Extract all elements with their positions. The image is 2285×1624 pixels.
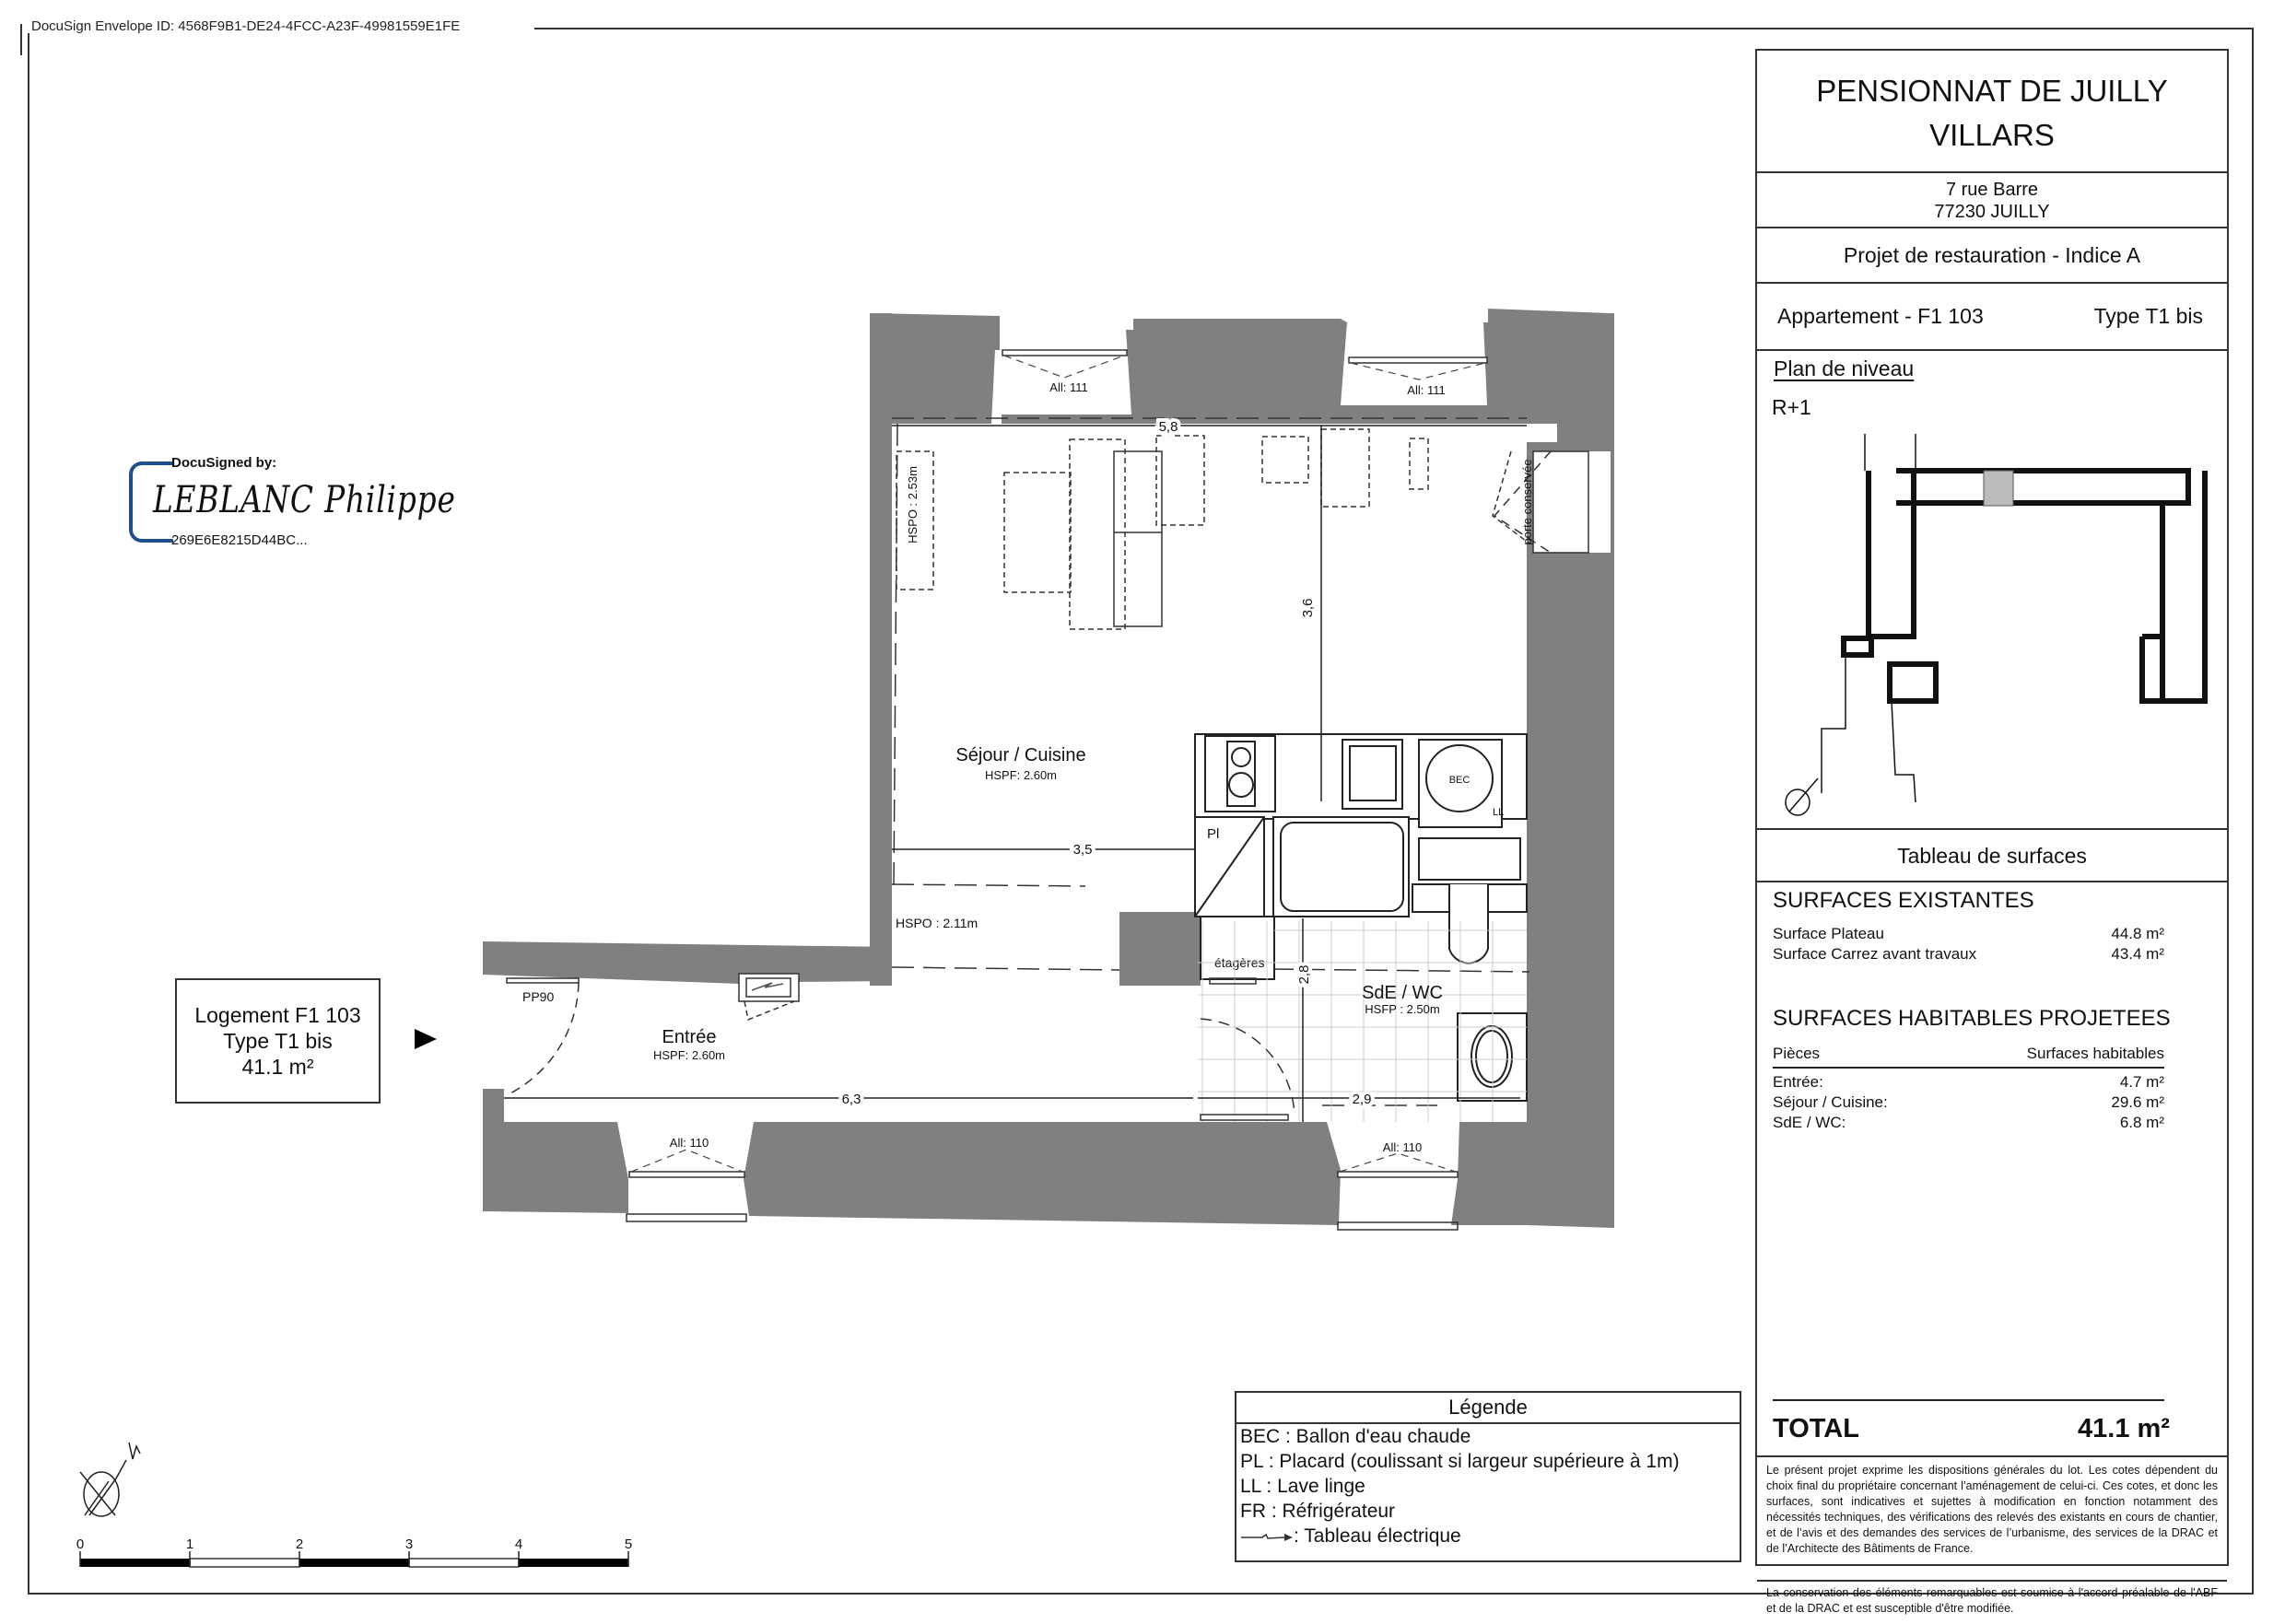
surface-value: 43.4 m² bbox=[2111, 945, 2164, 963]
room-label: Séjour / Cuisine: bbox=[1773, 1093, 1888, 1111]
project-title bbox=[1757, 51, 2227, 173]
scale-bar bbox=[76, 1536, 632, 1567]
scale-tick-label: 3 bbox=[404, 1536, 414, 1552]
docusigned-by-label: DocuSigned by: bbox=[171, 455, 277, 471]
etageres-label: étagères bbox=[1214, 955, 1265, 970]
existing-surfaces-heading: SURFACES EXISTANTES bbox=[1773, 888, 2034, 913]
address-line2: 77230 JUILLY bbox=[1934, 202, 2050, 222]
room-sde-height: HSFP : 2.50m bbox=[1365, 1002, 1440, 1016]
north-compass-icon bbox=[80, 1443, 140, 1516]
project-title-line1: PENSIONNAT DE JUILLY bbox=[1816, 74, 2168, 108]
table-row bbox=[1773, 925, 2164, 945]
legend-item-tableau-label: : Tableau électrique bbox=[1294, 1525, 1461, 1547]
title-block bbox=[1755, 49, 2229, 1615]
hspo-253-label: HSPO : 2.53m bbox=[906, 466, 920, 543]
apartment-type: Type T1 bis bbox=[2093, 304, 2203, 328]
surfaces-table-title: Tableau de surfaces bbox=[1757, 830, 2227, 882]
projected-table-header bbox=[1773, 1045, 2164, 1069]
key-plan bbox=[1757, 351, 2227, 828]
room-entree-name: Entrée bbox=[662, 1027, 717, 1047]
docusign-envelope-id: DocuSign Envelope ID: 4568F9B1-DE24-4FCC-A23F-49981559E1FE bbox=[31, 18, 461, 34]
room-entree-height: HSPF: 2.60m bbox=[652, 1048, 726, 1062]
disclaimer-note: Le présent projet exprime les dispositions générales du lot. Les cotes dépendent du choix final du propriétaire concernant l’aménagement de celui-ci. Ces cotes, et donc les surfaces, sont indicatives et sujettes à modification en fonction notamment des nécessités techniques, des vérifications des relevés des existants en cours de chantier, et de l’avis et des demandes des services de l’urbanisme, des services de la DRAC et de l’Architecte des Bâtiments de France. bbox=[1757, 1457, 2227, 1582]
window-allege-label: All: 111 bbox=[1049, 380, 1088, 394]
col-surface: Surfaces habitables bbox=[2026, 1045, 2164, 1062]
room-surface: 4.7 m² bbox=[2119, 1073, 2164, 1091]
room-sejour-height: HSPF: 2.60m bbox=[984, 768, 1058, 782]
sofa bbox=[1114, 429, 1369, 626]
projected-surfaces-heading: SURFACES HABITABLES PROJETEES bbox=[1773, 1006, 2171, 1031]
scale-tick-label: 0 bbox=[76, 1536, 85, 1552]
legend-item-fr: FR : Réfrigérateur bbox=[1240, 1501, 1396, 1522]
scale-tick-label: 5 bbox=[624, 1536, 633, 1552]
legend-item-bec: BEC : Ballon d'eau chaude bbox=[1240, 1426, 1471, 1447]
project-title-line2: VILLARS bbox=[1929, 118, 2055, 152]
table-row bbox=[1773, 1114, 2164, 1134]
plan-title: Plan de niveau bbox=[1774, 356, 1915, 380]
table-row bbox=[1773, 1093, 2164, 1114]
dim-3-5: 3,5 bbox=[1072, 842, 1093, 858]
logement-area: 41.1 m² bbox=[241, 1055, 314, 1079]
window-allege-label: All: 110 bbox=[669, 1136, 709, 1150]
scale-tick-label: 4 bbox=[514, 1536, 523, 1552]
dim-2-8: 2,8 bbox=[1296, 964, 1312, 985]
signature-id: 269E6E8215D44BC... bbox=[171, 532, 308, 548]
logement-type: Type T1 bis bbox=[223, 1029, 333, 1053]
kitchen-block bbox=[1195, 734, 1527, 1101]
legend-box bbox=[1235, 1391, 1741, 1562]
apartment-row bbox=[1757, 284, 2227, 351]
dim-3-6: 3,6 bbox=[1300, 598, 1316, 618]
dim-5-8: 5,8 bbox=[1158, 419, 1178, 435]
total-row bbox=[1757, 1405, 2227, 1457]
apartment-id: Appartement - F1 103 bbox=[1777, 304, 1984, 328]
conservation-note: La conservation des éléments remarquables est soumise à l'accord préalable de l'ABF et de la DRAC et est susceptible d'être modifiée. bbox=[1766, 1586, 2218, 1615]
address bbox=[1757, 173, 2227, 228]
porte-conservee-label: porte conservée bbox=[1520, 459, 1534, 545]
room-label: Entrée: bbox=[1773, 1073, 1823, 1091]
pl-label: Pl bbox=[1207, 826, 1220, 842]
level-label: R+1 bbox=[1772, 395, 1811, 419]
dim-2-9: 2,9 bbox=[1352, 1092, 1372, 1107]
legend-item-ll: LL : Lave linge bbox=[1240, 1476, 1365, 1497]
table-row bbox=[1773, 945, 2164, 965]
surface-value: 44.8 m² bbox=[2111, 925, 2164, 942]
hspo-211-label: HSPO : 2.11m bbox=[896, 916, 978, 930]
room-sde-name: SdE / WC bbox=[1362, 983, 1443, 1003]
surface-label: Surface Carrez avant travaux bbox=[1773, 945, 1977, 963]
surfaces-table bbox=[1757, 882, 2227, 1405]
ll-label: LL bbox=[1493, 807, 1505, 818]
room-surface: 29.6 m² bbox=[2111, 1093, 2164, 1111]
project-phase: Projet de restauration - Indice A bbox=[1757, 228, 2227, 284]
legend-item-tableau bbox=[1236, 1524, 1740, 1548]
legend-item-pl: PL : Placard (coulissant si largeur supérieure à 1m) bbox=[1240, 1451, 1680, 1472]
furniture bbox=[896, 436, 1529, 629]
logement-name: Logement F1 103 bbox=[194, 1003, 361, 1027]
bec-label: BEC bbox=[1448, 775, 1471, 786]
address-line1: 7 rue Barre bbox=[1945, 180, 2039, 200]
scale-tick-label: 1 bbox=[185, 1536, 194, 1552]
scale-tick-label: 2 bbox=[295, 1536, 304, 1552]
window-allege-label: All: 110 bbox=[1382, 1140, 1423, 1154]
total-divider bbox=[1773, 1399, 2164, 1401]
dim-6-3: 6,3 bbox=[841, 1092, 861, 1107]
pp90-label: PP90 bbox=[522, 989, 555, 1004]
col-rooms: Pièces bbox=[1773, 1045, 1821, 1062]
surface-label: Surface Plateau bbox=[1773, 925, 1884, 942]
room-sejour-name: Séjour / Cuisine bbox=[955, 745, 1086, 765]
signature-name: LEBLANC Philippe bbox=[153, 479, 456, 521]
window-allege-label: All: 111 bbox=[1407, 383, 1446, 397]
level-plan bbox=[1757, 351, 2227, 830]
total-value: 41.1 m² bbox=[2078, 1414, 2170, 1443]
total-label: TOTAL bbox=[1773, 1414, 1859, 1443]
room-surface: 6.8 m² bbox=[2119, 1114, 2164, 1131]
table-row bbox=[1773, 1073, 2164, 1093]
porte-conservee-niche bbox=[1533, 451, 1588, 553]
room-label: SdE / WC: bbox=[1773, 1114, 1846, 1131]
electrical-panel-arrow-icon bbox=[1240, 1530, 1294, 1543]
legend-title: Légende bbox=[1236, 1393, 1740, 1424]
